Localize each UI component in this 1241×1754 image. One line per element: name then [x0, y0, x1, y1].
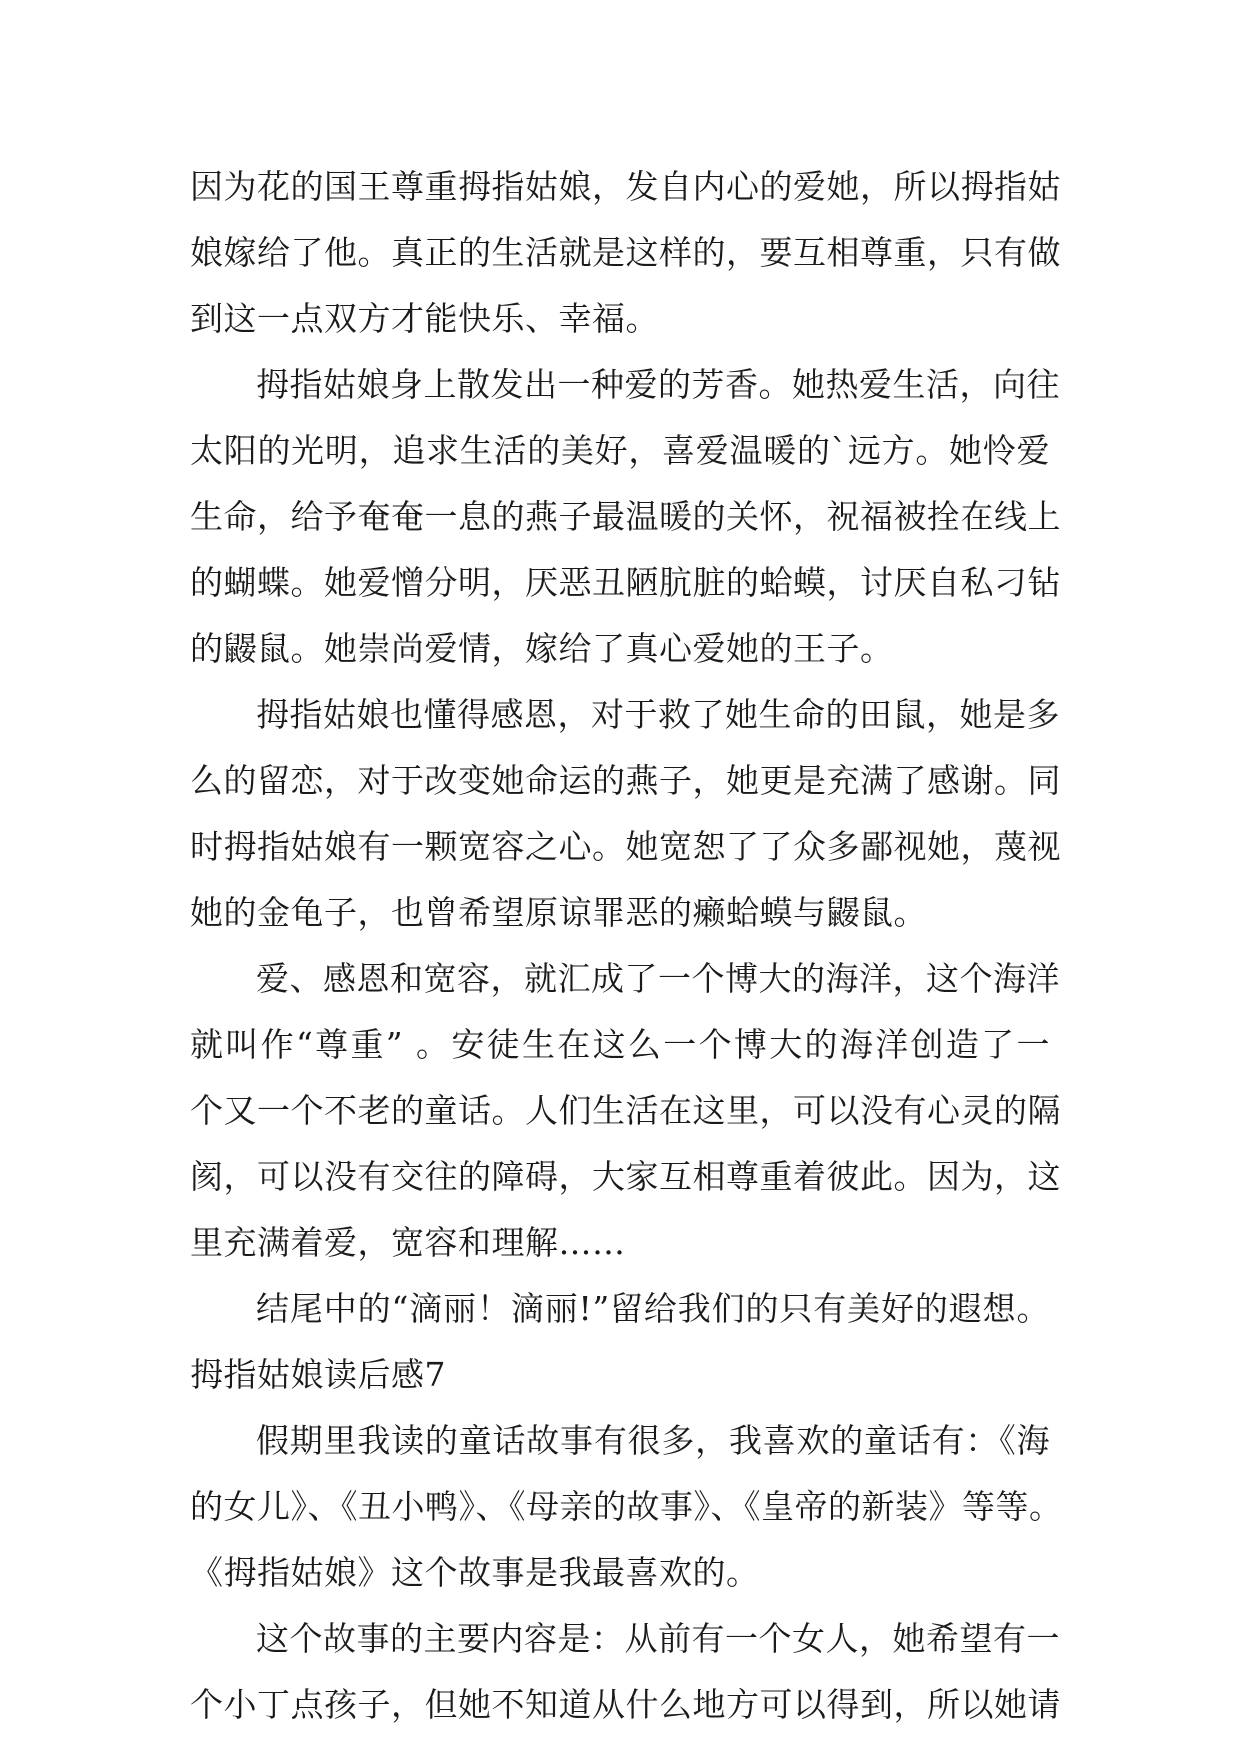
text-line: 的鼹鼠。她崇尚爱情，嫁给了真心爱她的王子。 — [190, 629, 894, 668]
document-body — [190, 154, 1063, 1738]
text-line: 么的留恋，对于改变她命运的燕子，她更是充满了感谢。同 — [190, 761, 1061, 800]
text-line: 拇指姑娘也懂得感恩，对于救了她生命的田鼠，她是多 — [256, 695, 1060, 734]
text-line: 这个故事的主要内容是：从前有一个女人，她希望有一 — [256, 1619, 1060, 1658]
text-line: 时拇指姑娘有一颗宽容之心。她宽恕了了众多鄙视她，蔑视 — [190, 827, 1061, 866]
text-line: 假期里我读的童话故事有很多，我喜欢的童话有：《海 — [256, 1421, 1050, 1460]
text-line: 《拇指姑娘》这个故事是我最喜欢的。 — [190, 1553, 760, 1592]
text-line: 的女儿》、《丑小鸭》、《母亲的故事》、《皇帝的新装》等等。 — [190, 1487, 1063, 1526]
text-line: 到这一点双方才能快乐、幸福。 — [190, 299, 659, 338]
text-line: 她的金龟子，也曾希望原谅罪恶的癞蛤蟆与鼹鼠。 — [190, 893, 927, 932]
text-line: 拇指姑娘读后感7 — [190, 1355, 446, 1394]
text-line: 的蝴蝶。她爱憎分明，厌恶丑陋肮脏的蛤蟆，讨厌自私刁钻 — [190, 563, 1061, 602]
text-line: 拇指姑娘身上散发出一种爱的芳香。她热爱生活，向往 — [256, 365, 1060, 404]
text-line: 生命，给予奄奄一息的燕子最温暖的关怀，祝福被拴在线上 — [190, 497, 1061, 536]
text-line: 就叫作“尊重” 。安徒生在这么一个博大的海洋创造了一 — [190, 1025, 1050, 1064]
text-line: 里充满着爱，宽容和理解…… — [190, 1223, 626, 1262]
text-line: 太阳的光明，追求生活的美好，喜爱温暖的`远方。她怜爱 — [190, 431, 1050, 470]
text-line: 个又一个不老的童话。人们生活在这里，可以没有心灵的隔 — [190, 1091, 1061, 1130]
text-line: 结尾中的“滴丽！滴丽!”留给我们的只有美好的遐想。 — [256, 1289, 1050, 1328]
text-line: 个小丁点孩子，但她不知道从什么地方可以得到，所以她请 — [190, 1685, 1061, 1724]
text-line: 爱、感恩和宽容，就汇成了一个博大的海洋，这个海洋 — [256, 959, 1060, 998]
text-line: 娘嫁给了他。真正的生活就是这样的，要互相尊重，只有做 — [190, 233, 1061, 272]
text-line: 因为花的国王尊重拇指姑娘，发自内心的爱她，所以拇指姑 — [190, 167, 1061, 206]
text-line: 阂，可以没有交往的障碍，大家互相尊重着彼此。因为，这 — [190, 1157, 1061, 1196]
